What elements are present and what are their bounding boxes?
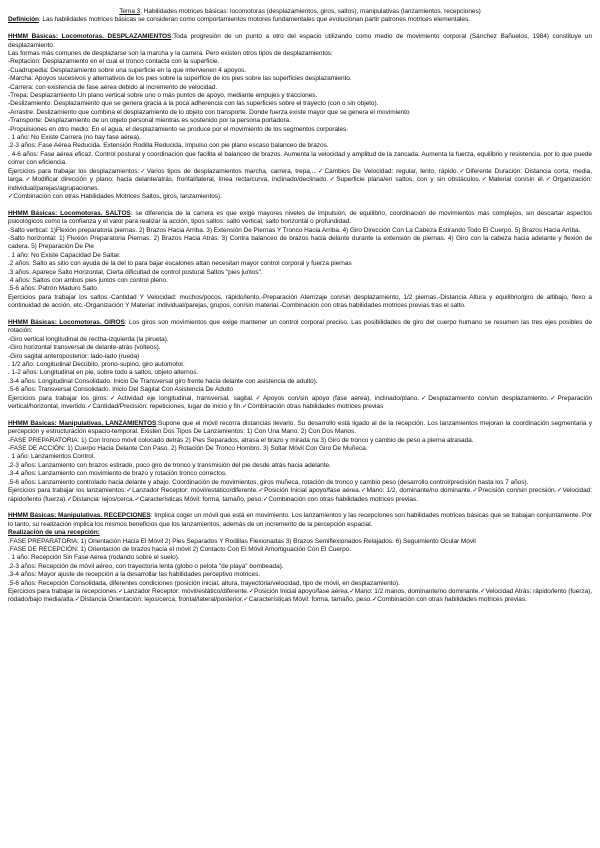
- line-text: . 4-6 años: Fase aérea eficaz. Control postural y coordinación que facilita el balanceo de brazos. Aumenta la velocidad y amplitud de la zancada. Aumenta la fuerza, equilibrio y resistencia, por lo que puede correr con eficiencia.: [8, 150, 592, 167]
- section-line: [8, 378, 592, 386]
- section-line: [8, 571, 592, 579]
- section-line: [8, 117, 592, 125]
- section-line: [8, 227, 592, 235]
- section-line: [8, 453, 592, 461]
- section-line: [8, 487, 592, 504]
- section-line: [8, 294, 592, 311]
- section-line: [8, 252, 592, 260]
- line-text: ✓Combinación con otras Habilidades Motrices Saltos, giros, lanzamientos).: [8, 192, 222, 200]
- section-line: [8, 580, 592, 588]
- topic-number: Tema 3: [119, 8, 141, 15]
- section-line: [8, 67, 592, 75]
- line-text: -Carrera: con existencia de fase aérea debido al incremento de velocidad.: [8, 83, 218, 91]
- section-heading: HHMM Básicas: Locomotoras. SALTOS: [8, 209, 131, 217]
- line-text: .3-4 años: Mayor ajuste de recepción a la desarrollar las habilidades perceptivo motrices.: [8, 571, 261, 579]
- line-text: -Giro sagital anteroposterior: lado-lado (rueda): [8, 352, 140, 360]
- section-intro-text: : Los giros son movimientos que exige mantener un control corporal preciso. Las posibilidades de giro del cuerpo humano se resumen las tres ejes posibles de rotación:: [8, 318, 593, 335]
- section-line: [8, 395, 592, 412]
- section-line: [8, 193, 592, 201]
- line-text: .5-6 años: Recepción Consolidada, diferentes condiciones (posición inicial, altura, trayectoria/velocidad, tipo de móvil, en desplazamiento).: [8, 579, 400, 587]
- document-header: [8, 8, 592, 16]
- line-text: -Deslizamiento: Desplazamiento que se genera gracia a la poca adherencia con las superficies sobre el trayecto (con o sin objeto).: [8, 100, 379, 108]
- section-line: [8, 386, 592, 394]
- sections-container: [8, 33, 592, 605]
- line-text: Ejercicios para trabajar los saltos:-Cantidad Y Velocidad: muchos/pocos, rápido/lento.-Preparación Aterrizaje con/sin desplazamiento, 1/2 piernas.-Distancia Altura y equilibrio/giro de altibajo, flexo a continuidad de acción, etc.-Organización Y Material: individual/parejas, grupos, con/sin material.-Combinación con otras habilidades motrices previas tras el salto.: [8, 293, 592, 310]
- section-line: [8, 462, 592, 470]
- line-text: Las formas más comunes de desplazarse son la marcha y la carrera. Pero existen otros tipos de desplazamientos:: [8, 50, 333, 58]
- section-line: [8, 470, 592, 478]
- line-text: Ejercicios para trabajar los desplazamientos:✓Varios tipos de desplazamientos marcha, carrera, trepa,...✓Cambios De Velocidad: regular, lento, rápido.✓Diferente Duración: Distancia corta, media, larga.✓Modificar dirección y plano: hacia delante/atrás, frontal/lateral, línea recta/curva, inclinado/declinado.✓Superficie plana/en saltos, con y sin obstáculos.✓Material con/sin él.✓Organización: individual/parejas/agrupaciones.: [8, 167, 592, 192]
- section-line: [8, 142, 592, 150]
- section-intro-text: :Supone que el móvil recorra distancias llevarlo. Su desarrollo está ligado al de la recepción. Los lanzamientos mejoran la coordinación segmentaria y percepción y estructuración espacio-temporal. Existen Dos Tipos De Lanzamientos: 1) Con Una Mano. 2) Con Dos Manos.: [8, 419, 592, 436]
- line-text: .4 años: Saltos con ambos pies juntos con control pleno.: [8, 276, 168, 284]
- line-text: .3-4 años: Lanzamiento con movimiento de brazo y rotación tronco correctos.: [8, 470, 227, 478]
- line-text: . 1-2 años: Longitudinal en pie, sobre todo a saltos, objeto alternos.: [8, 369, 199, 377]
- line-text: -Reptación: Desplazamiento en el cual el tronco contacta con la superficie.: [8, 58, 220, 66]
- definition-text: : Las habilidades motrices básicas se consideran como comportamientos motores fundamentales que evolucionan partir patrones motrices elementales.: [38, 16, 470, 24]
- section: [8, 512, 592, 604]
- section-line: [8, 92, 592, 100]
- line-text: -Salto horizontal: 1) Flexión Preparatoria Piernas. 2) Brazos Hacia Atrás. 3) Contra balanceo de brazos hacia delante durante la extensión de piernas. 4) Giro con la cabeza hacia adelante y flexión de cadera. 5) Preparación De Pie: [8, 234, 592, 251]
- line-text: . 1 año: Recepción Sin Fase Aérea (rodando sobre el suelo).: [8, 554, 180, 562]
- section-line: [8, 361, 592, 369]
- line-text: -Marcha: Apoyos sucesivos y alternativos de los pies sobre la superficie de los pies sobre las superficies desplazamiento.: [8, 75, 352, 83]
- section-intro: [8, 512, 592, 529]
- section-intro: [8, 319, 592, 336]
- line-text: Ejercicios para trabajar los giros:✓Actividad eje longitudinal, transversal, sagital.✓Apoyos con/sin apoyo (fase aérea), inclinado/plano.✓Desplazamiento con/sin desplazamiento.✓Preparación vertical/horizontal, invertido.✓Cantidad/Precisión: repeticiones, lugar de inicio y fin.✓Combinación otras habilidades motrices previas: [8, 394, 592, 411]
- definition-label: Definición: [8, 16, 39, 24]
- line-text: -Cuadrupedia: Desplazamiento sobre una superficie en la que intervienen 4 apoyos.: [8, 66, 247, 74]
- section-line: [8, 126, 592, 134]
- section-heading: HHMM Básicas: Manipulativas. RECEPCIONES: [8, 512, 151, 520]
- section-intro-text: :Toda progresión de un punto a otro del espacio utilizando como medio de movimiento corporal (Sánchez Bañuelos, 1984) constituye un desplazamiento.: [8, 33, 593, 49]
- section: [8, 420, 592, 504]
- section: [8, 33, 592, 201]
- section: [8, 319, 592, 411]
- line-text: .2-3 años: Recepción de móvil aéreo, con trayectoria lenta (globo o pelota "de playa" bombeada).: [8, 562, 284, 570]
- section-line: [8, 100, 592, 108]
- line-text: -FASE PREPARATORIA: 1) Con tronco móvil colocado detrás 2) Pies Separados, atrasa el brazo y mirada na 3) Giro de tronco y cambio de peso a pierna atrasada.: [8, 436, 474, 444]
- section-line: [8, 546, 592, 554]
- line-text: -Salto vertical: 1)Flexión preparatoria piernas. 2) Brazos Hacia Arriba. 3) Extensión De Piernas Y Tronco Hacia Arriba. 4) Giro Dirección Con La Cabeza Estirando Todo El Cuerpo. 5) Brazos Hacia Arriba.: [8, 226, 581, 234]
- line-text: . 1 año: Lanzamientos Control.: [8, 453, 96, 461]
- section-line: [8, 75, 592, 83]
- line-text: -Giro horizontal transversal de delante-atrás (volteos).: [8, 344, 161, 352]
- line-text: -Arrastre: Deslizamiento que combina el desplazamiento de lo objeto con transporte. Donde fuerza existe mayor que se genera el movimiento: [8, 108, 410, 116]
- section-line: [8, 445, 592, 453]
- section-line: [8, 84, 592, 92]
- line-text: -Transporte: Desplazamiento de un objeto personal mientras es sostenido por la persona portadora.: [8, 117, 291, 125]
- line-text: . 1 año: No Existe Capacidad De Saltar.: [8, 251, 121, 259]
- line-text: . 1 año: No Existe Carrera (no hay fase aérea).: [8, 134, 141, 142]
- section-heading: HHMM Básicas: Manipulativas. LANZAMIENTOS: [8, 419, 157, 427]
- section-line: [8, 344, 592, 352]
- section-intro-text: : se diferencia de la carrera es que exige mayores niveles de impulsión, de equilibrio, coordinación de movimientos más complejos, sin descartar aspectos psicológicos como la confianza y el valor para realizar la acción, tipos saltos: salto vertical, salto horizontal o profundidad.: [8, 209, 593, 226]
- line-text: .5-6 años: Patrón Maduro Salto.: [8, 285, 99, 293]
- line-text: Ejercicios para trabajar la recepciones:✓Lanzador Receptor: móvil/estático/diferente.✓Posición Inicial apoyo/fase aérea.✓Mano: 1/2 manos, dominante/no dominante.✓Velocidad Atrás: rápido/lento (fuerza), rodado/bajo media/alta.✓Distancia Orientación: lejos/cerca, frontal/lateral/posterior.✓Características Móvil: forma, tamaño, peso.✓Combinación con otras habilidades motrices previas.: [8, 587, 592, 604]
- section-line: [8, 277, 592, 285]
- section-line: [8, 58, 592, 66]
- line-text: -Giro vertical longitudinal de rectha-izquierda (la pirueta).: [8, 335, 169, 343]
- line-text: -FASE DE ACCIÓN: 1) Cuerpo Hacia Delante Con Paso. 2) Rotación De Tronco Hombro. 3) Soltar Móvil Con Giro De Muñeca.: [8, 445, 368, 453]
- line-text: .FASE DE RECEPCIÓN: 1) Orientación de brazos hacia el móvil 2) Contacto Con El Móvil Amortiguación Con El Cuerpo.: [8, 545, 351, 553]
- section-line: [8, 369, 592, 377]
- section-line: [8, 235, 592, 252]
- section-line: [8, 151, 592, 168]
- section-intro: [8, 33, 592, 50]
- section-line: [8, 554, 592, 562]
- section-line: [8, 353, 592, 361]
- line-text: .5-6 años: Transversal Consolidado. Inicio Del Sagital Con Asistencia De Adulto: [8, 386, 234, 394]
- section-heading: HHMM Básicas: Locomotoras. GIROS: [8, 318, 125, 326]
- section-line: [8, 529, 592, 537]
- section-line: [8, 588, 592, 605]
- line-text: .2-3 años: Fase Aérea Reducida. Extensión Rodilla Reducida, Impulso con pie plano escaso balanceo de brazos.: [8, 142, 329, 150]
- definition: [8, 16, 592, 24]
- line-text: Ejercicios para trabajar los lanzamientos:✓Lanzador Receptor: móvil/estático/diferente.✓Posición Inicial apoyo/fase aérea.✓Mano: 1/2, dominante/no dominante.✓Precisión con/sin precisión.✓Velocidad: rápido/lento (fuerza).✓Distancia: lejos/cerca.✓Características Móvil: forma, tamaño, peso.✓Combinación con otras habilidades motrices previas.: [8, 487, 592, 503]
- line-text: -Propulsiones en otro medio: En el agua, el desplazamiento se produce por el movimiento de los segmentos corporales.: [8, 125, 348, 133]
- section-line: [8, 269, 592, 277]
- section-line: [8, 134, 592, 142]
- line-text: .5-6 años: Lanzamiento controlado hacia delante y abajo. Coordinación de movimientos, giros muñeca, rotación de tronco y cambio peso (desarrollo control/precisión hasta los 7 años).: [8, 478, 529, 486]
- line-text: .3 años: Aparece Salto Horizontal, Cierta dificultad de control postural Saltos "pies juntos".: [8, 268, 263, 276]
- section-line: [8, 563, 592, 571]
- line-text: Realización de una recepción:: [8, 529, 100, 537]
- line-text: .FASE PREPARATORIA: 1) Orientación Hacia El Móvil 2) Pies Separados Y Rodillas Flexionadas 3) Brazos Semiflexionados Relajados. 6) Seguimiento Ocular Móvil: [8, 537, 476, 545]
- section-line: [8, 260, 592, 268]
- section: [8, 210, 592, 311]
- section-line: [8, 538, 592, 546]
- section-line: [8, 50, 592, 58]
- section-line: [8, 109, 592, 117]
- section-intro: [8, 420, 592, 437]
- line-text: . 1/2 año: Longitudinal Decúbito, prono-supino, giro automotor.: [8, 361, 185, 369]
- section-line: [8, 479, 592, 487]
- section-intro-text: : Implica coger un móvil que está en movimiento. Los lanzamientos y las recepciones son habilidades motrices básicas que se trabajan conjuntamente. Por lo tanto, su realización implica los mismos beneficios que los lanzamientos, además de un incremento de la percepción espacial.: [8, 512, 593, 528]
- section-heading: HHMM Básicas: Locomotoras. DESPLAZAMIENTOS: [8, 33, 172, 41]
- section-line: [8, 336, 592, 344]
- section-line: [8, 437, 592, 445]
- line-text: .3-4 años: Longitudinal Consolidado. Inicio De Transversal giro frente hacia delante con asistencia de adulto).: [8, 377, 318, 385]
- line-text: -Trepa: Desplazamiento Un plano vertical sobre uno o más puntos de apoyo, mediante empujes y tracciones.: [8, 92, 318, 100]
- line-text: .2-3 años: Lanzamiento con brazos estirado, poco giro de tronco y transmisión del pie desde atrás hacia adelante.: [8, 461, 331, 469]
- section-intro: [8, 210, 592, 227]
- document-title: . Habilidades motrices básicas: locomotoras (desplazamientos, giros, saltos), manipulativas (lanzamientos, recepciones): [140, 8, 481, 15]
- section-line: [8, 168, 592, 193]
- line-text: .2 años: Salto as sitio con ayuda de la del to para bajar escalones attan necesitan mayor control corporal y fuerza piernas: [8, 260, 352, 268]
- section-line: [8, 285, 592, 293]
